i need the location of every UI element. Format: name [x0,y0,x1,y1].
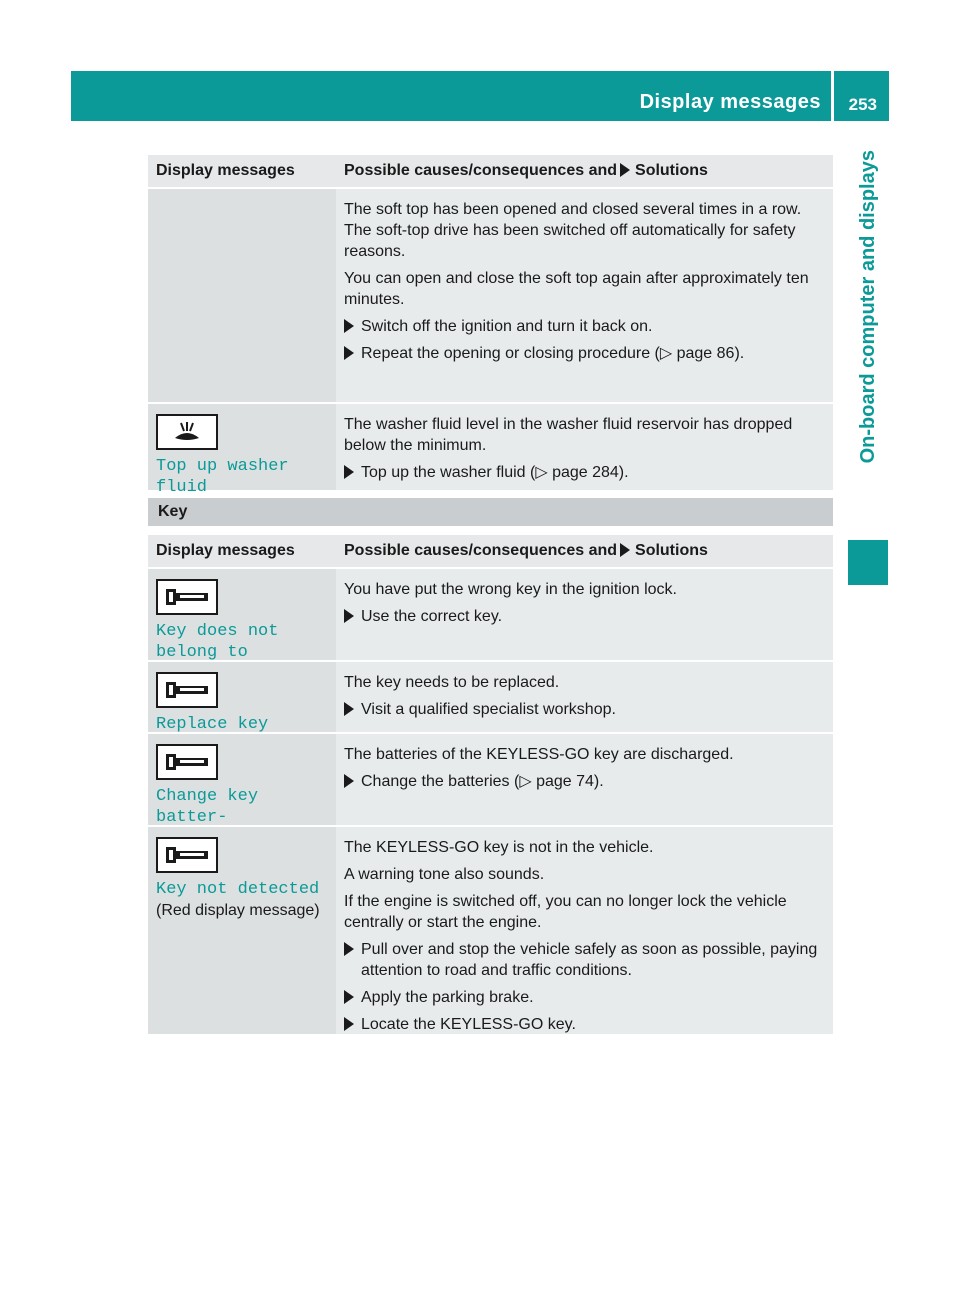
solution-cell [336,569,833,660]
message-cell [148,734,336,825]
col-header-display-messages: Display messages [156,162,295,179]
page-number: 253 [848,95,877,114]
table-row [148,189,833,404]
message-cell [148,827,336,1034]
solution-step: Change the batteries (▷ page 74). [344,771,827,792]
cause-text: The washer fluid level in the washer fluid reservoir has dropped below the minimum. [344,416,793,454]
solution-cell [336,404,833,490]
display-message: Change key batter‐ [156,787,259,827]
key-icon [156,579,218,615]
arrow-icon [620,163,630,177]
solution-step: Switch off the ignition and turn it back on. [344,316,827,337]
arrow-icon [344,609,354,623]
header-divider [831,71,834,121]
display-message: Key not detected [156,880,320,899]
side-chapter-block [848,540,888,585]
message-cell [148,569,336,660]
table-header-row [148,155,833,189]
cause-text: The soft top has been opened and closed several times in a row. The soft-top drive has been switched off automatically for safety reasons. [344,201,802,260]
side-chapter-label: On-board computer and displays [857,150,879,464]
col-header-causes-solutions: Possible causes/consequences and Solutions [344,542,708,559]
cause-text: The batteries of the KEYLESS-GO key are discharged. [344,746,734,763]
display-messages-table-key [148,535,833,1036]
washer-fluid-icon [156,414,218,450]
key-icon [156,837,218,873]
col-header-display-messages: Display messages [156,542,295,559]
table-header-row [148,535,833,569]
message-cell [148,662,336,732]
key-icon [156,744,218,780]
header-title: Display messages [639,91,821,113]
arrow-icon [344,346,354,360]
display-message: Replace key [156,715,269,734]
solution-step: Pull over and stop the vehicle safely as soon as possible, paying attention to road and traffic conditions. [344,939,827,981]
arrow-icon [620,543,630,557]
arrow-icon [344,702,354,716]
page-header [71,71,889,121]
cause-text: A warning tone also sounds. [344,866,545,883]
key-icon [156,672,218,708]
arrow-icon [344,319,354,333]
solution-step: Repeat the opening or closing procedure (▷ page 86). [344,343,827,364]
table-row [148,662,833,734]
side-chapter-tab [848,150,888,530]
arrow-icon [344,1017,354,1031]
solution-step: Top up the washer fluid (▷ page 284). [344,462,827,483]
solution-step: Apply the parking brake. [344,987,827,1008]
display-message: Key does not [156,622,279,641]
arrow-icon [344,465,354,479]
col-header-causes-solutions: Possible causes/consequences and Solutions [344,162,708,179]
solution-step: Use the correct key. [344,606,827,627]
display-messages-table-softtop [148,155,833,497]
arrow-icon [344,774,354,788]
display-message-note: (Red display message) [156,902,320,919]
message-cell [148,189,336,402]
cause-text: If the engine is switched off, you can no longer lock the vehicle centrally or start the engine. [344,893,787,931]
solution-cell [336,189,833,402]
section-title: Key [148,498,833,526]
cause-text: The KEYLESS-GO key is not in the vehicle. [344,839,654,856]
message-cell [148,404,336,497]
solution-cell [336,662,833,732]
display-message: belong to [156,643,248,662]
solution-step: Visit a qualified specialist workshop. [344,699,827,720]
cause-text: The key needs to be replaced. [344,674,560,691]
table-row [148,827,833,1036]
solution-cell [336,734,833,825]
table-row [148,404,833,497]
table-row [148,734,833,827]
cause-text: You have put the wrong key in the ignition lock. [344,581,677,598]
display-message: Top up washer fluid [156,457,289,497]
cause-text: You can open and close the soft top again after approximately ten minutes. [344,270,809,308]
solution-step: Locate the KEYLESS-GO key. [344,1014,827,1035]
table-row [148,569,833,662]
arrow-icon [344,990,354,1004]
arrow-icon [344,942,354,956]
solution-cell [336,827,833,1034]
